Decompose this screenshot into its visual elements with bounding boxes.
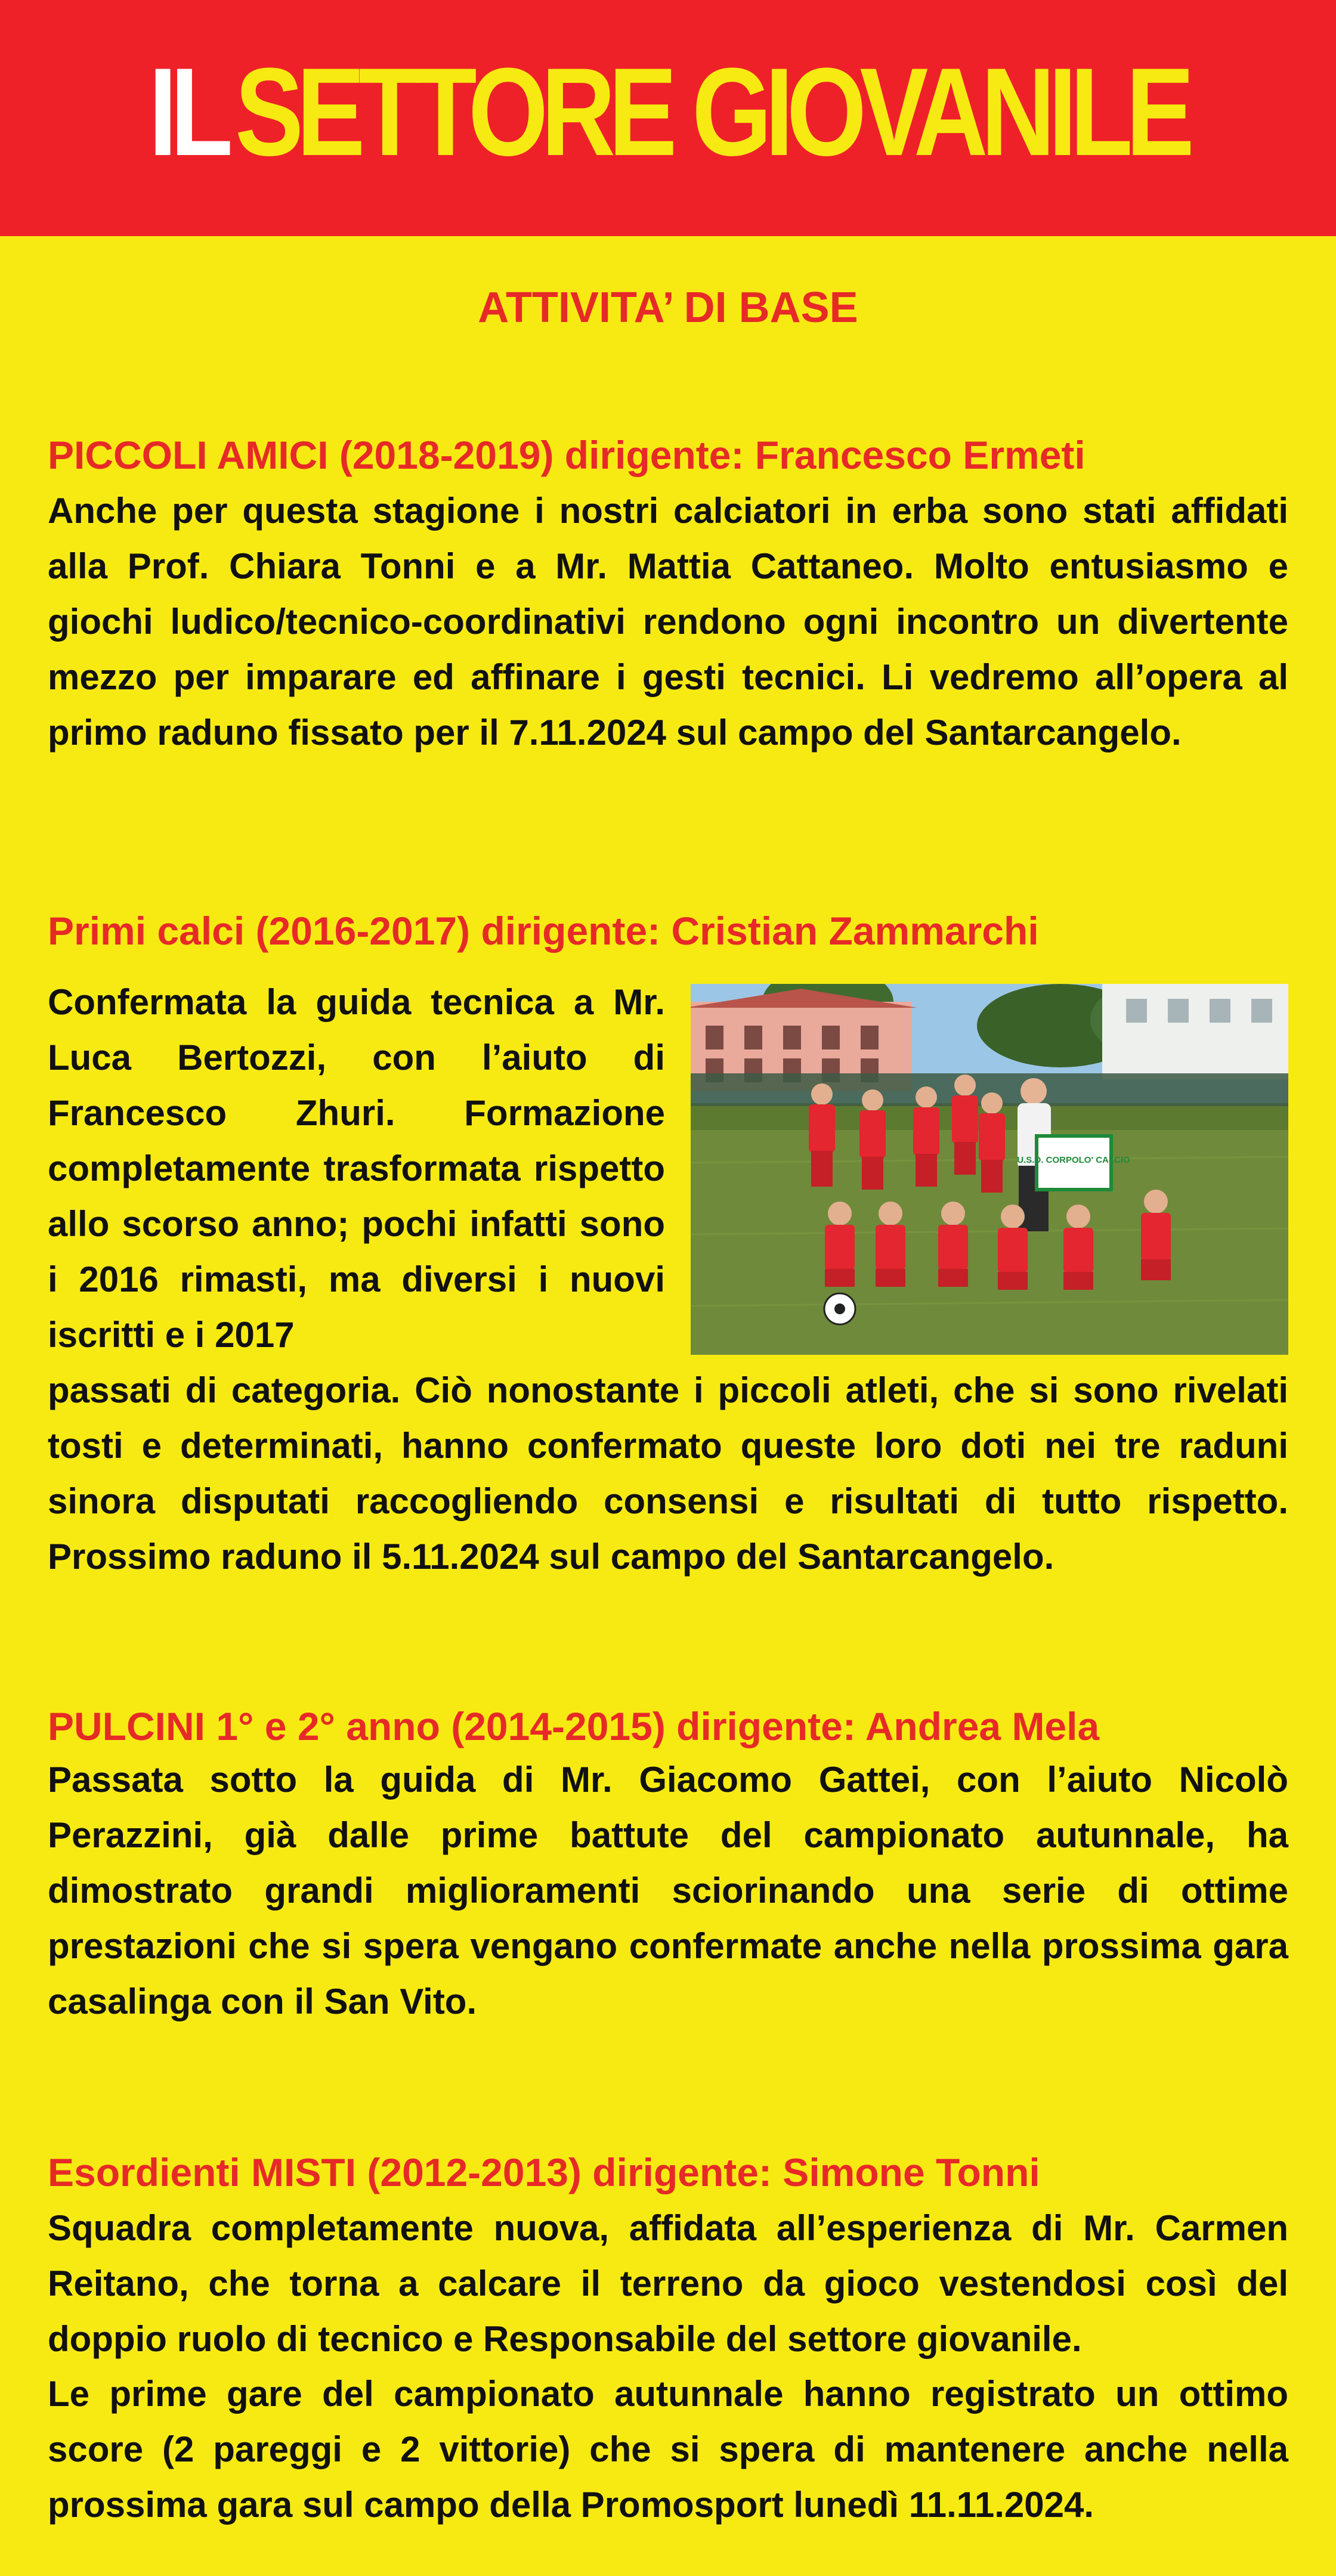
paragraph-pulcini: Passata sotto la guida di Mr. Giacomo Gattei, con l’aiuto Nicolò Perazzini, già dalle prime battute del campionato autunnale, ha dimostrato grandi miglioramenti sciorinando una serie di ottime prestazioni che si spera vengano confermate anche nella prossima gara casalinga con il San Vito. xyxy=(48,1760,1288,2021)
header-banner xyxy=(0,0,1336,236)
paragraph-esordienti-1: Squadra completamente nuova, affidata all’esperienza di Mr. Carmen Reitano, che torna a calcare il terreno da gioco vestendosi così del doppio ruolo di tecnico e Responsabile del settore giovanile. xyxy=(48,2208,1288,2359)
team-photo xyxy=(691,984,1288,1355)
heading-pulcini: PULCINI 1° e 2° anno (2014-2015) dirigente: Andrea Mela xyxy=(48,1704,1100,1748)
heading-piccoli-amici: PICCOLI AMICI (2018-2019) dirigente: Francesco Ermeti xyxy=(48,433,1086,477)
page-title-settore-giovanile: SETTORE GIOVANILE xyxy=(234,42,1188,182)
heading-primi-calci: Primi calci (2016-2017) dirigente: Cristian Zammarchi xyxy=(48,909,1039,953)
paragraph-primi-calci-left: Confermata la guida tecnica a Mr. Luca Bertozzi, con l’aiuto di Francesco Zhuri. Formazione completamente trasformata rispetto allo scorso anno; pochi infatti sono i 2016 rimasti, ma diversi i nuovi iscritti e i 2017 xyxy=(48,982,665,1355)
photo-sign-text: U.S.D. CORPOLO' CALCIO xyxy=(1017,1155,1130,1165)
page-title-il: IL xyxy=(148,42,227,182)
paragraph-piccoli-amici: Anche per questa stagione i nostri calciatori in erba sono stati affidati alla Prof. Chiara Tonni e a Mr. Mattia Cattaneo. Molto entusiasmo e giochi ludico/tecnico-coordinativi rendono ogni incontro un divertente mezzo per imparare ed affinare i gesti tecnici. Li vedremo all’opera al primo raduno fissato per il 7.11.2024 sul campo del Santarcangelo. xyxy=(48,491,1288,753)
page-title xyxy=(148,42,1188,182)
paragraph-primi-calci-full: passati di categoria. Ciò nonostante i piccoli atleti, che si sono rivelati tosti e determinati, hanno confermato queste loro doti nei tre raduni sinora disputati raccogliendo consensi e risultati di tutto rispetto. Prossimo raduno il 5.11.2024 sul campo del Santarcangelo. xyxy=(48,1370,1288,1577)
paragraph-esordienti-2: Le prime gare del campionato autunnale hanno registrato un ottimo score (2 pareggi e 2 vittorie) che si spera di mantenere anche nella prossima gara sul campo della Promosport lunedì 11.11.2024. xyxy=(48,2374,1288,2525)
section-subtitle: ATTIVITA’ DI BASE xyxy=(478,284,858,332)
heading-esordienti: Esordienti MISTI (2012-2013) dirigente: Simone Tonni xyxy=(48,2150,1040,2194)
